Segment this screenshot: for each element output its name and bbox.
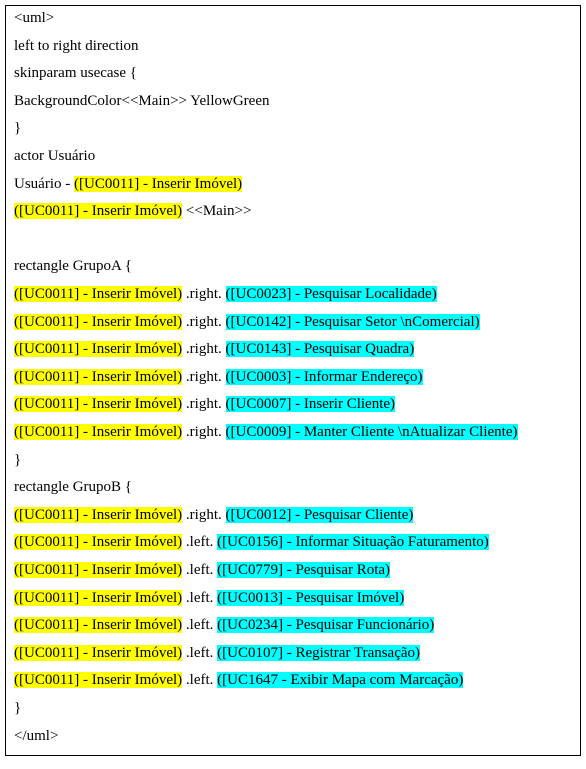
code-text: skinparam usecase { [14,65,137,82]
code-text: .left. [182,644,218,661]
highlight-yellow-text: ([UC0011] - Inserir Imóvel) [14,506,183,523]
code-line [14,506,413,524]
highlight-cyan-text: ([UC0009] - Manter Cliente \nAtualizar Cliente) [225,424,518,440]
highlight-cyan-text: ([UC0156] - Informar Situação Faturamento) [217,534,489,551]
code-text: rectangle GrupoA { [14,258,132,275]
highlight-cyan-text: ([UC0107] - Registrar Transação) [217,644,421,661]
code-text: .right. [182,313,226,330]
code-text: .left. [182,617,218,634]
code-line [14,340,414,358]
code-line [14,423,518,441]
code-line [14,119,21,137]
code-text: <uml> [14,10,55,26]
code-text: } [14,120,22,137]
code-text: Usuário - [14,175,74,192]
code-line [14,147,95,165]
highlight-yellow-text: ([UC0011] - Inserir Imóvel) [14,562,183,578]
code-line [14,533,489,551]
code-text: .right. [182,286,226,302]
highlight-yellow-text: ([UC0011] - Inserir Imóvel) [14,396,183,413]
code-line [14,589,404,607]
code-line [14,257,132,275]
code-text: .left. [182,672,218,689]
code-line [14,202,251,220]
code-listing-box [5,5,581,756]
highlight-yellow-text: ([UC0011] - Inserir Imóvel) [14,368,183,385]
highlight-yellow-text: ([UC0011] - Inserir Imóvel) [14,313,183,330]
highlight-cyan-text: ([UC1647 - Exibir Mapa com Marcação) [217,672,464,689]
code-line [14,285,437,303]
code-text: .left. [182,534,218,551]
code-line [14,644,420,662]
code-text: actor Usuário [14,148,96,164]
highlight-yellow-text: ([UC0011] - Inserir Imóvel) [14,424,183,440]
highlight-cyan-text: ([UC0012] - Pesquisar Cliente) [225,506,414,523]
code-text: .right. [182,368,226,385]
code-line [14,64,137,82]
highlight-yellow-text: ([UC0011] - Inserir Imóvel) [14,534,183,551]
code-line [14,175,242,193]
highlight-cyan-text: ([UC0003] - Informar Endereço) [225,368,423,385]
code-line [14,313,480,331]
code-text: BackgroundColor<<Main>> YellowGreen [14,92,270,109]
highlight-yellow-text: ([UC0011] - Inserir Imóvel) [14,286,183,302]
code-line [14,37,139,55]
highlight-cyan-text: ([UC0142] - Pesquisar Setor \nComercial) [225,313,480,330]
code-text: .right. [182,424,226,440]
highlight-cyan-text: ([UC0007] - Inserir Cliente) [225,396,396,413]
highlight-yellow-text: ([UC0011] - Inserir Imóvel) [74,175,243,192]
code-line [14,395,395,413]
code-text: left to right direction [14,37,139,54]
code-line [14,727,58,745]
code-text: } [14,700,22,716]
highlight-cyan-text: ([UC0779] - Pesquisar Rota) [217,562,391,578]
code-line [14,561,390,579]
code-line [14,368,423,386]
code-text: .right. [182,396,226,413]
code-line [14,671,463,689]
highlight-yellow-text: ([UC0011] - Inserir Imóvel) [14,203,183,220]
code-text: </uml> [14,727,59,744]
highlight-yellow-text: ([UC0011] - Inserir Imóvel) [14,672,183,689]
highlight-yellow-text: ([UC0011] - Inserir Imóvel) [14,617,183,634]
code-text: .left. [182,562,218,578]
highlight-yellow-text: ([UC0011] - Inserir Imóvel) [14,589,183,606]
highlight-yellow-text: ([UC0011] - Inserir Imóvel) [14,644,183,661]
code-line [14,699,21,717]
code-text: .left. [182,589,218,606]
highlight-cyan-text: ([UC0143] - Pesquisar Quadra) [225,341,415,358]
code-line [14,92,269,110]
code-text: <<Main>> [182,203,252,220]
code-text: rectangle GrupoB { [14,479,132,496]
highlight-cyan-text: ([UC0234] - Pesquisar Funcionário) [217,617,435,634]
highlight-cyan-text: ([UC0013] - Pesquisar Imóvel) [217,589,405,606]
code-line [14,616,434,634]
highlight-cyan-text: ([UC0023] - Pesquisar Localidade) [225,286,437,302]
code-text: .right. [182,341,226,358]
code-text: } [14,451,22,468]
code-line [14,478,132,496]
code-text: .right. [182,506,226,523]
code-line [14,451,21,469]
highlight-yellow-text: ([UC0011] - Inserir Imóvel) [14,341,183,358]
code-line [14,9,54,27]
